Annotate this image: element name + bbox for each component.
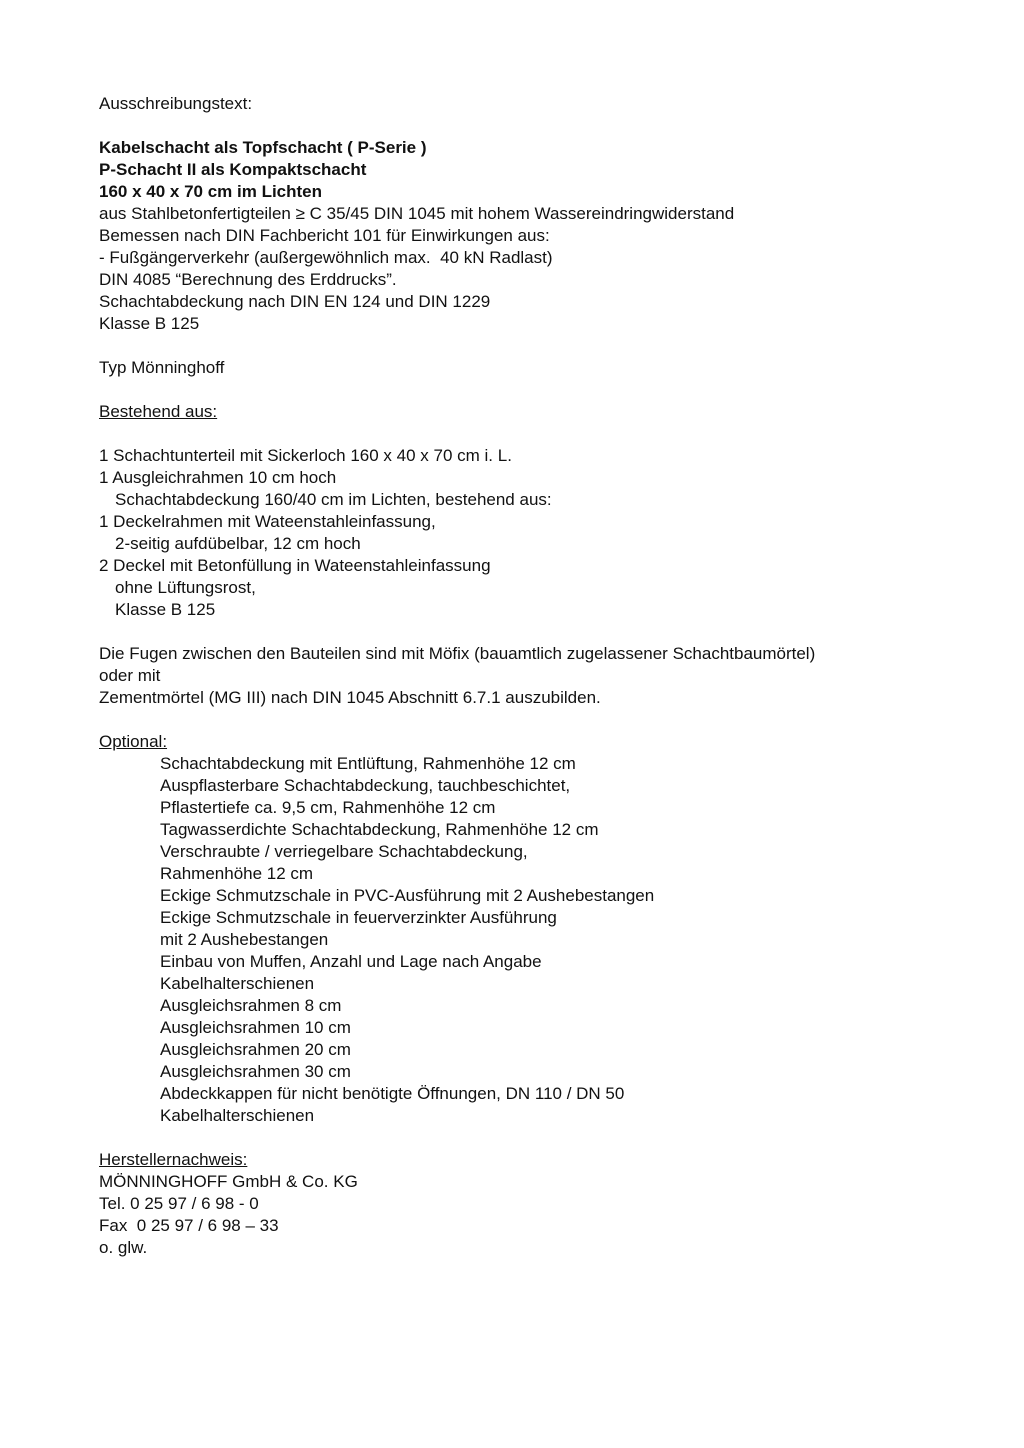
- optional-item: Verschraubte / verriegelbare Schachtabdeckung,: [160, 842, 528, 861]
- document-label: Ausschreibungstext:: [99, 94, 253, 113]
- optional-item: Pflastertiefe ca. 9,5 cm, Rahmenhöhe 12 cm: [160, 798, 496, 817]
- optional-item: Schachtabdeckung mit Entlüftung, Rahmenhöhe 12 cm: [160, 754, 576, 773]
- document-page: [99, 93, 979, 1259]
- fugen-line: oder mit: [99, 666, 161, 685]
- spec-line: Bemessen nach DIN Fachbericht 101 für Einwirkungen aus:: [99, 226, 550, 245]
- optional-item: mit 2 Aushebestangen: [160, 930, 329, 949]
- component-line: 1 Schachtunterteil mit Sickerloch 160 x 40 x 70 cm i. L.: [99, 446, 512, 465]
- optional-item: Kabelhalterschienen: [160, 1106, 315, 1125]
- spec-line: - Fußgängerverkehr (außergewöhnlich max. 40 kN Radlast): [99, 248, 553, 267]
- spec-line: DIN 4085 “Berechnung des Erddrucks”.: [99, 270, 397, 289]
- spacer: [99, 379, 979, 401]
- optional-item: Auspflasterbare Schachtabdeckung, tauchbeschichtet,: [160, 776, 571, 795]
- optional-item: Ausgleichsrahmen 8 cm: [160, 996, 342, 1015]
- fugen-line: Zementmörtel (MG III) nach DIN 1045 Abschnitt 6.7.1 auszubilden.: [99, 688, 601, 707]
- optional-item: Rahmenhöhe 12 cm: [160, 864, 314, 883]
- heading-line: P-Schacht II als Kompaktschacht: [99, 160, 367, 179]
- manufacturer-line: MÖNNINGHOFF GmbH & Co. KG: [99, 1172, 358, 1191]
- spacer: [99, 115, 979, 137]
- optional-item: Tagwasserdichte Schachtabdeckung, Rahmenhöhe 12 cm: [160, 820, 599, 839]
- spec-line: aus Stahlbetonfertigteilen ≥ C 35/45 DIN 1045 mit hohem Wassereindringwiderstand: [99, 204, 735, 223]
- optional-item: Ausgleichsrahmen 30 cm: [160, 1062, 351, 1081]
- section-title-optional: Optional:: [99, 732, 168, 751]
- optional-item: Abdeckkappen für nicht benötigte Öffnungen, DN 110 / DN 50: [160, 1084, 625, 1103]
- fugen-line: Die Fugen zwischen den Bauteilen sind mit Möfix (bauamtlich zugelassener Schachtbaumörtel): [99, 644, 816, 663]
- type-line: Typ Mönninghoff: [99, 358, 225, 377]
- component-line: 1 Ausgleichrahmen 10 cm hoch: [99, 468, 337, 487]
- heading-line: 160 x 40 x 70 cm im Lichten: [99, 182, 323, 201]
- spacer: [99, 423, 979, 445]
- component-line: 2-seitig aufdübelbar, 12 cm hoch: [115, 534, 361, 553]
- spacer: [99, 1127, 979, 1149]
- optional-item: Eckige Schmutzschale in PVC-Ausführung mit 2 Aushebestangen: [160, 886, 655, 905]
- component-line: Schachtabdeckung 160/40 cm im Lichten, bestehend aus:: [115, 490, 552, 509]
- spec-line: Schachtabdeckung nach DIN EN 124 und DIN 1229: [99, 292, 491, 311]
- spec-line: Klasse B 125: [99, 314, 200, 333]
- optional-item: Kabelhalterschienen: [160, 974, 315, 993]
- spacer: [99, 335, 979, 357]
- optional-item: Einbau von Muffen, Anzahl und Lage nach Angabe: [160, 952, 542, 971]
- heading-line: Kabelschacht als Topfschacht ( P-Serie ): [99, 138, 427, 157]
- component-line: ohne Lüftungsrost,: [115, 578, 256, 597]
- optional-item: Eckige Schmutzschale in feuerverzinkter Ausführung: [160, 908, 557, 927]
- section-title-hersteller: Herstellernachweis:: [99, 1150, 248, 1169]
- component-line: Klasse B 125: [115, 600, 216, 619]
- optional-item: Ausgleichsrahmen 10 cm: [160, 1018, 351, 1037]
- component-line: 1 Deckelrahmen mit Wateenstahleinfassung,: [99, 512, 436, 531]
- manufacturer-line: Tel. 0 25 97 / 6 98 - 0: [99, 1194, 259, 1213]
- manufacturer-line: o. glw.: [99, 1238, 148, 1257]
- spacer: [99, 621, 979, 643]
- component-line: 2 Deckel mit Betonfüllung in Wateenstahleinfassung: [99, 556, 491, 575]
- manufacturer-line: Fax 0 25 97 / 6 98 – 33: [99, 1216, 279, 1235]
- section-title-bestehend: Bestehend aus:: [99, 402, 218, 421]
- optional-item: Ausgleichsrahmen 20 cm: [160, 1040, 351, 1059]
- spacer: [99, 709, 979, 731]
